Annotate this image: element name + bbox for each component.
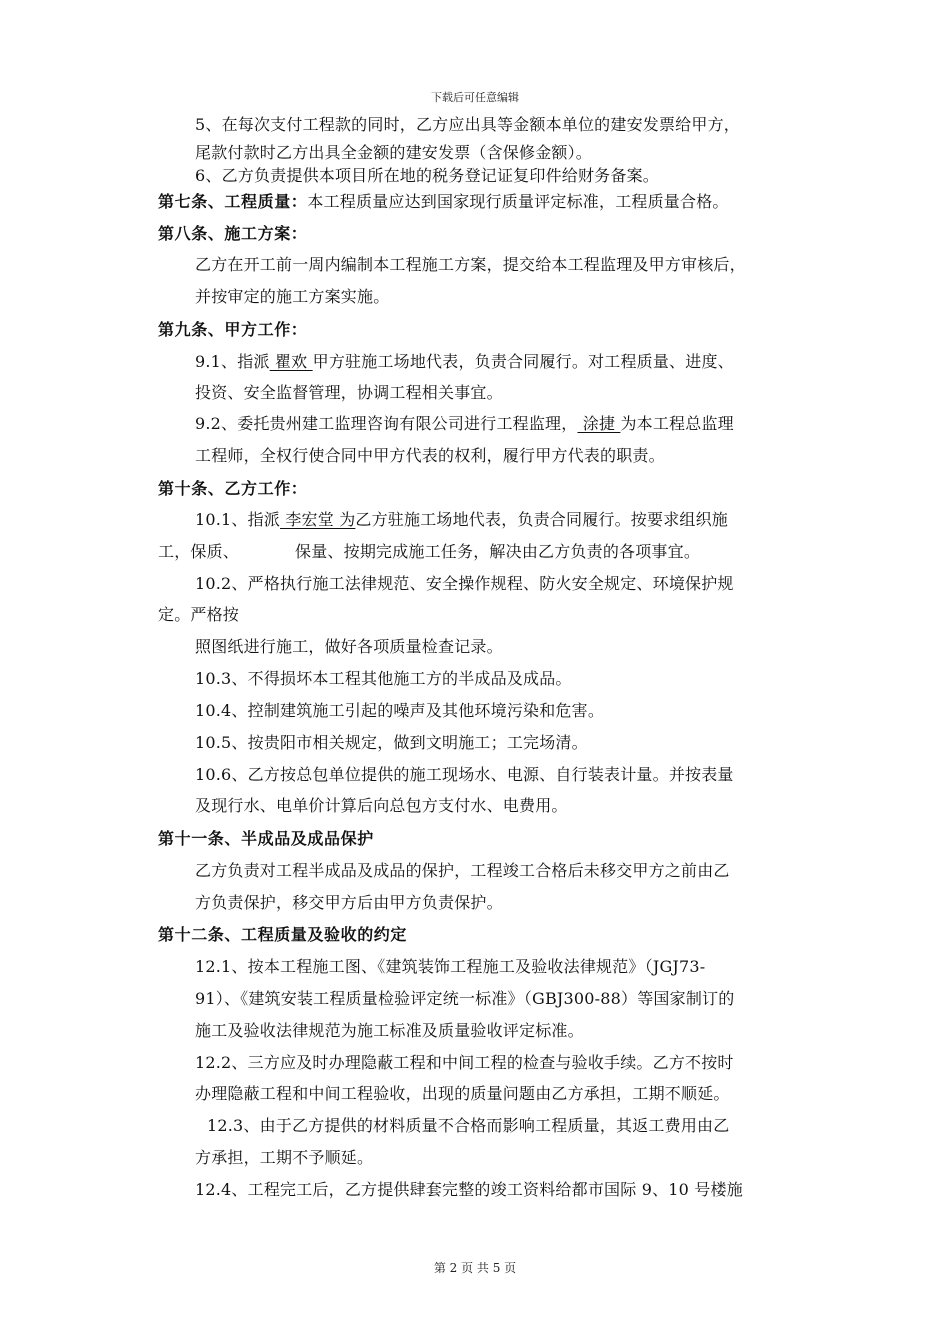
clause-12-2-line-1: 12.2、三方应及时办理隐蔽工程和中间工程的检查与验收手续。乙方不按时	[195, 1053, 734, 1072]
clause-10-1-line-2-b: 保量、按期完成施工任务，解决由乙方负责的各项事宜。	[295, 542, 701, 561]
clause-10-1-line-2-a: 工，保质、	[158, 542, 240, 561]
clause-9-2-line-2: 工程师，全权行使合同中甲方代表的权利，履行甲方代表的职责。	[195, 446, 665, 465]
article-7	[158, 192, 729, 212]
clause-10-1-line-1	[195, 510, 728, 530]
article-11-line-2: 方负责保护，移交甲方后由甲方负责保护。	[195, 893, 503, 912]
clause-9-2-prefix: 9.2、委托贵州建工监理咨询有限公司进行工程监理，	[195, 414, 578, 433]
contractor-representative-name: 李宏堂 为	[280, 510, 356, 529]
payment-clause-5-line-1: 5、在每次支付工程款的同时，乙方应出具等金额本单位的建安发票给甲方，	[195, 115, 740, 134]
clause-10-6-line-1: 10.6、乙方按总包单位提供的施工现场水、电源、自行装表计量。并按表量	[195, 765, 734, 784]
article-10-title: 第十条、乙方工作：	[158, 479, 308, 498]
clause-10-4: 10.4、控制建筑施工引起的噪声及其他环境污染和危害。	[195, 701, 605, 720]
clause-9-1-prefix: 9.1、指派	[195, 352, 270, 371]
page-header: 下载后可任意编辑	[431, 91, 519, 104]
article-7-title: 第七条、工程质量：	[158, 192, 308, 211]
payment-clause-5-line-2: 尾款付款时乙方出具全金额的建安发票（含保修金额）。	[195, 143, 593, 162]
clause-10-5: 10.5、按贵阳市相关规定，做到文明施工；工完场清。	[195, 733, 588, 752]
clause-9-1-line-2: 投资、安全监督管理，协调工程相关事宜。	[195, 383, 503, 402]
clause-12-3-line-1: 12.3、由于乙方提供的材料质量不合格而影响工程质量，其返工费用由乙	[207, 1116, 730, 1135]
clause-12-1-line-3: 施工及验收法律规范为施工标准及质量验收评定标准。	[195, 1021, 584, 1040]
article-8-line-2: 并按审定的施工方案实施。	[195, 287, 390, 306]
article-11-line-1: 乙方负责对工程半成品及成品的保护，工程竣工合格后未移交甲方之前由乙	[195, 861, 730, 880]
article-12-title: 第十二条、工程质量及验收的约定	[158, 925, 408, 944]
article-7-text: 本工程质量应达到国家现行质量评定标准，工程质量合格。	[307, 192, 729, 211]
clause-9-2-line-1	[195, 414, 734, 434]
clause-9-2-text: 为本工程总监理	[620, 414, 734, 433]
clause-10-1-text: 乙方驻施工场地代表，负责合同履行。按要求组织施	[355, 510, 729, 529]
clause-9-1-text: 甲方驻施工场地代表，负责合同履行。对工程质量、进度、	[312, 352, 734, 371]
article-9-title: 第九条、甲方工作：	[158, 320, 308, 339]
payment-clause-6: 6、乙方负责提供本项目所在地的税务登记证复印件给财务备案。	[195, 166, 659, 185]
article-8-title: 第八条、施工方案：	[158, 224, 308, 243]
clause-12-3-line-2: 方承担，工期不予顺延。	[195, 1148, 374, 1167]
clause-10-6-line-2: 及现行水、电单价计算后向总包方支付水、电费用。	[195, 796, 568, 815]
clause-12-1-line-1: 12.1、按本工程施工图、《建筑装饰工程施工及验收法律规范》（JGJ73-	[195, 957, 706, 976]
clause-12-2-line-2: 办理隐蔽工程和中间工程验收，出现的质量问题由乙方承担，工期不顺延。	[195, 1084, 730, 1103]
clause-10-2-line-1: 10.2、严格执行施工法律规范、安全操作规程、防火安全规定、环境保护规	[195, 574, 734, 593]
owner-representative-name: 瞿欢	[269, 352, 313, 371]
chief-supervisor-name: 涂捷	[577, 414, 621, 433]
clause-9-1-line-1	[195, 352, 734, 372]
clause-10-3: 10.3、不得损坏本工程其他施工方的半成品及成品。	[195, 669, 572, 688]
article-8-line-1: 乙方在开工前一周内编制本工程施工方案，提交给本工程监理及甲方审核后，	[195, 255, 746, 274]
clause-10-1-line-2	[158, 542, 700, 562]
clause-12-1-line-2: 91）、《建筑安装工程质量检验评定统一标准》（GBJ300-88）等国家制订的	[195, 989, 735, 1008]
article-11-title: 第十一条、半成品及成品保护	[158, 829, 374, 848]
clause-10-2-line-2: 定。严格按	[158, 605, 240, 624]
clause-12-4-line-1: 12.4、工程完工后，乙方提供肆套完整的竣工资料给都市国际 9、10 号楼施	[195, 1180, 743, 1199]
page-footer: 第 2 页 共 5 页	[433, 1261, 517, 1275]
clause-10-1-prefix: 10.1、指派	[195, 510, 281, 529]
clause-10-2-line-3: 照图纸进行施工，做好各项质量检查记录。	[195, 637, 503, 656]
